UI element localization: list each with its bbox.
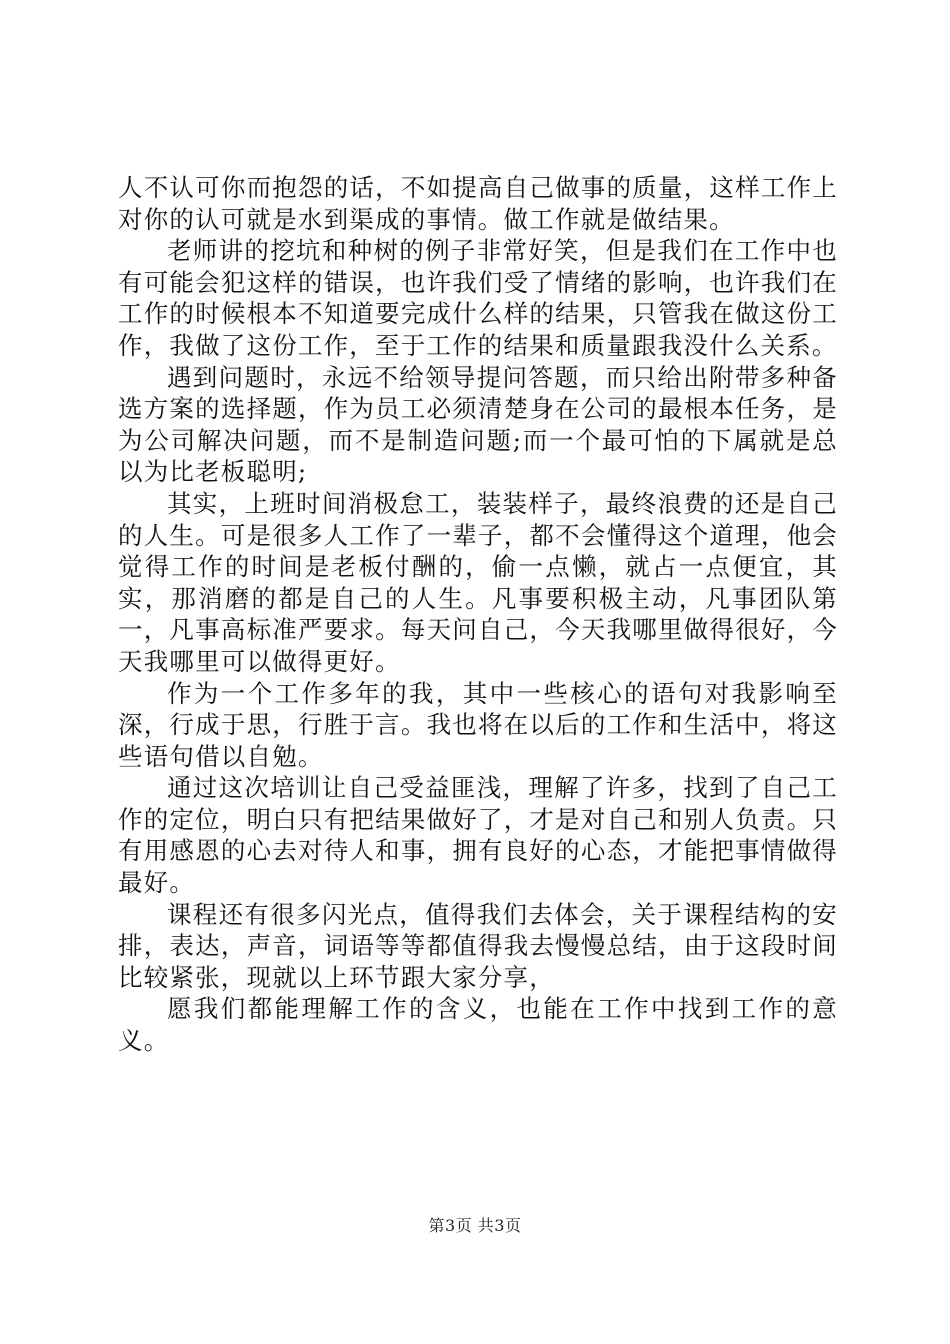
paragraph-8: 愿我们都能理解工作的含义，也能在工作中找到工作的意义。 bbox=[118, 994, 838, 1056]
paragraph-1: 人不认可你而抱怨的话，不如提高自己做事的质量，这样工作上对你的认可就是水到渠成的事情。做工作就是做结果。 bbox=[118, 173, 838, 234]
page-number-label: 第3页 共3页 bbox=[428, 1216, 522, 1235]
paragraph-2: 老师讲的挖坑和种树的例子非常好笑，但是我们在工作中也有可能会犯这样的错误，也许我们受了情绪的影响，也许我们在工作的时候根本不知道要完成什么样的结果，只管我在做这份工作，我做了这份工作，至于工作的结果和质量跟我没什么关系。 bbox=[118, 236, 838, 360]
paragraph-4: 其实，上班时间消极怠工，装装样子，最终浪费的还是自己的人生。可是很多人工作了一辈子，都不会懂得这个道理，他会觉得工作的时间是老板付酬的，偷一点懒，就占一点便宜，其实，那消磨的都是自己的人生。凡事要积极主动，凡事团队第一，凡事高标准严要求。每天问自己，今天我哪里做得很好，今天我哪里可以做得更好。 bbox=[118, 488, 838, 676]
paragraph-6: 通过这次培训让自己受益匪浅，理解了许多，找到了自己工作的定位，明白只有把结果做好了，才是对自己和别人负责。只有用感恩的心去对待人和事，拥有良好的心态，才能把事情做得最好。 bbox=[118, 773, 838, 898]
paragraph-7: 课程还有很多闪光点，值得我们去体会，关于课程结构的安排，表达，声音，词语等等都值得我去慢慢总结，由于这段时间比较紧张，现就以上环节跟大家分享， bbox=[118, 899, 838, 992]
document-body bbox=[118, 172, 838, 1057]
page-footer bbox=[0, 1216, 950, 1236]
paragraph-5: 作为一个工作多年的我，其中一些核心的语句对我影响至深，行成于思，行胜于言。我也将在以后的工作和生活中，将这些语句借以自勉。 bbox=[118, 678, 838, 771]
paragraph-3: 遇到问题时，永远不给领导提问答题，而只给出附带多种备选方案的选择题，作为员工必须清楚身在公司的最根本任务，是为公司解决问题，而不是制造问题;而一个最可怕的下属就是总以为比老板聪明; bbox=[118, 362, 838, 487]
